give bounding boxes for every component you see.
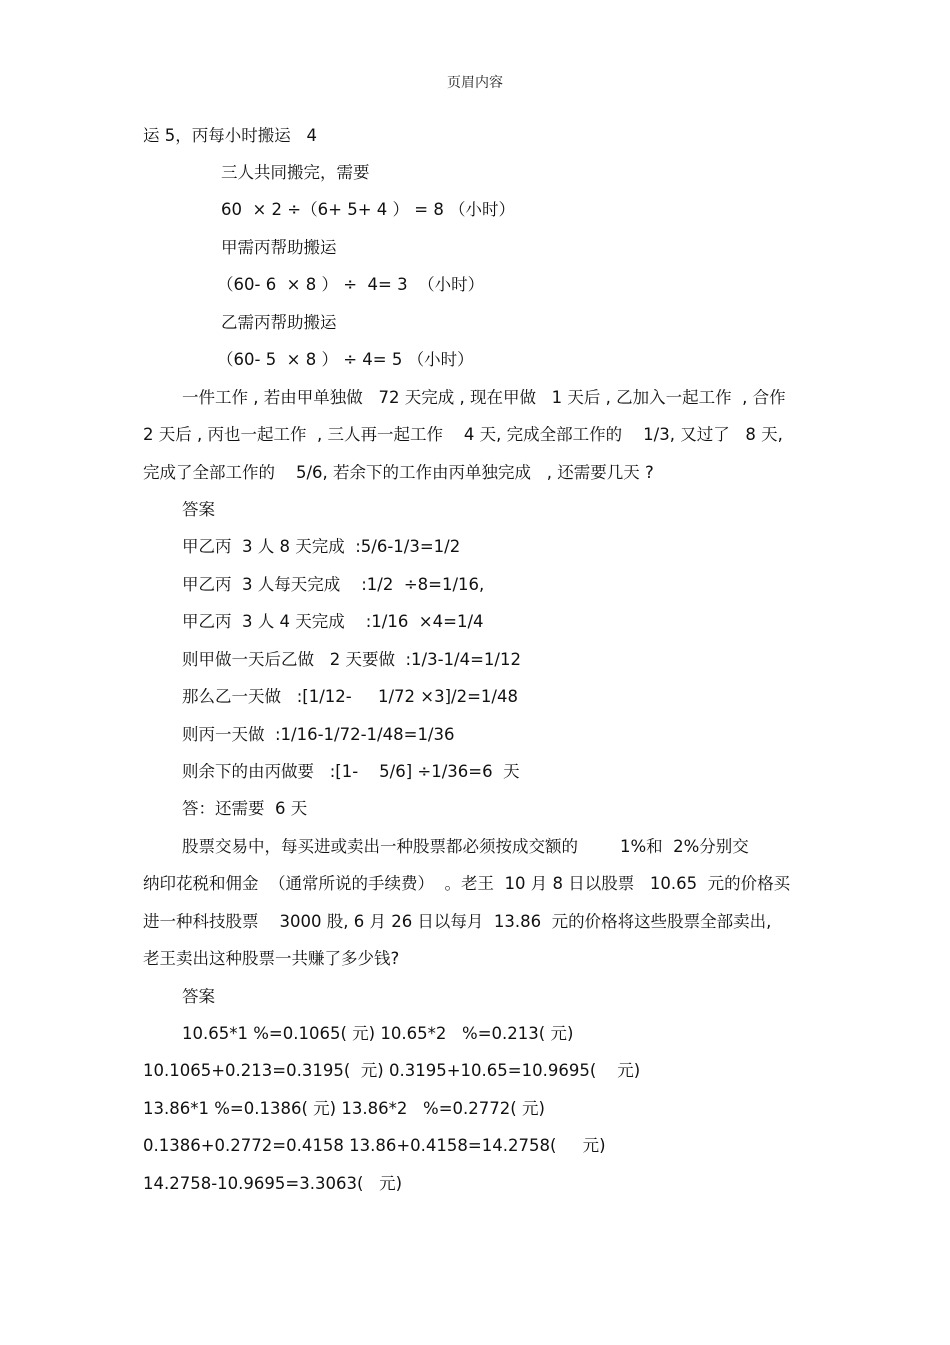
text-line: 答：还需要 6 天 xyxy=(182,799,308,818)
text-line: （60- 5 × 8 ） ÷ 4= 5 （小时） xyxy=(217,350,474,369)
text-line: 乙需丙帮助搬运 xyxy=(221,313,337,332)
text-line: 老王卖出这种股票一共赚了多少钱? xyxy=(143,949,400,968)
text-line: 0.1386+0.2772=0.4158 13.86+0.4158=14.2758( 元) xyxy=(143,1136,606,1155)
text-line: 甲乙丙 3 人 8 天完成 :5/6-1/3=1/2 xyxy=(182,537,461,556)
text-line: 则甲做一天后乙做 2 天要做 :1/3-1/4=1/12 xyxy=(182,650,521,669)
text-line: 三人共同搬完，需要 xyxy=(221,163,370,182)
text-line: 进一种科技股票 3000 股, 6 月 26 日以每月 13.86 元的价格将这些股票全部卖出, xyxy=(143,912,772,931)
text-line: 答案 xyxy=(182,500,215,519)
text-line: 14.2758-10.9695=3.3063( 元) xyxy=(143,1174,403,1193)
text-line: 10.65*1 %=0.1065( 元) 10.65*2 %=0.213( 元) xyxy=(182,1024,574,1043)
text-line: 答案 xyxy=(182,987,215,1006)
text-line: 甲乙丙 3 人 4 天完成 :1/16 ×4=1/4 xyxy=(182,612,484,631)
text-line: （60- 6 × 8 ） ÷ 4= 3 （小时） xyxy=(217,275,485,294)
text-line: 股票交易中，每买进或卖出一种股票都必须按成交额的 1%和 2%分别交 xyxy=(182,837,749,856)
text-line: 则丙一天做 :1/16-1/72-1/48=1/36 xyxy=(182,725,455,744)
text-line: 运 5，丙每小时搬运 4 xyxy=(143,126,317,145)
text-line: 60 × 2 ÷（6+ 5+ 4 ） = 8 （小时） xyxy=(221,200,516,219)
text-line: 那么乙一天做 :[1/12- 1/72 ×3]/2=1/48 xyxy=(182,687,518,706)
text-line: 13.86*1 %=0.1386( 元) 13.86*2 %=0.2772( 元) xyxy=(143,1099,545,1118)
text-line: 纳印花税和佣金 （通常所说的手续费） 。老王 10 月 8 日以股票 10.65 元的价格买 xyxy=(143,874,791,893)
page-header: 页眉内容 xyxy=(447,75,503,91)
text-line: 10.1065+0.213=0.3195( 元) 0.3195+10.65=10.9695( 元) xyxy=(143,1061,641,1080)
text-line: 完成了全部工作的 5/6, 若余下的工作由丙单独完成 , 还需要几天 ? xyxy=(143,463,654,482)
text-line: 甲乙丙 3 人每天完成 :1/2 ÷8=1/16, xyxy=(182,575,485,594)
text-line: 2 天后 , 丙也一起工作 , 三人再一起工作 4 天, 完成全部工作的 1/3, 又过了 8 天, xyxy=(143,425,783,444)
text-line: 一件工作 , 若由甲单独做 72 天完成 , 现在甲做 1 天后 , 乙加入一起工作 , 合作 xyxy=(182,388,786,407)
text-line: 则余下的由丙做要 :[1- 5/6] ÷1/36=6 天 xyxy=(182,762,520,781)
text-line: 甲需丙帮助搬运 xyxy=(221,238,337,257)
